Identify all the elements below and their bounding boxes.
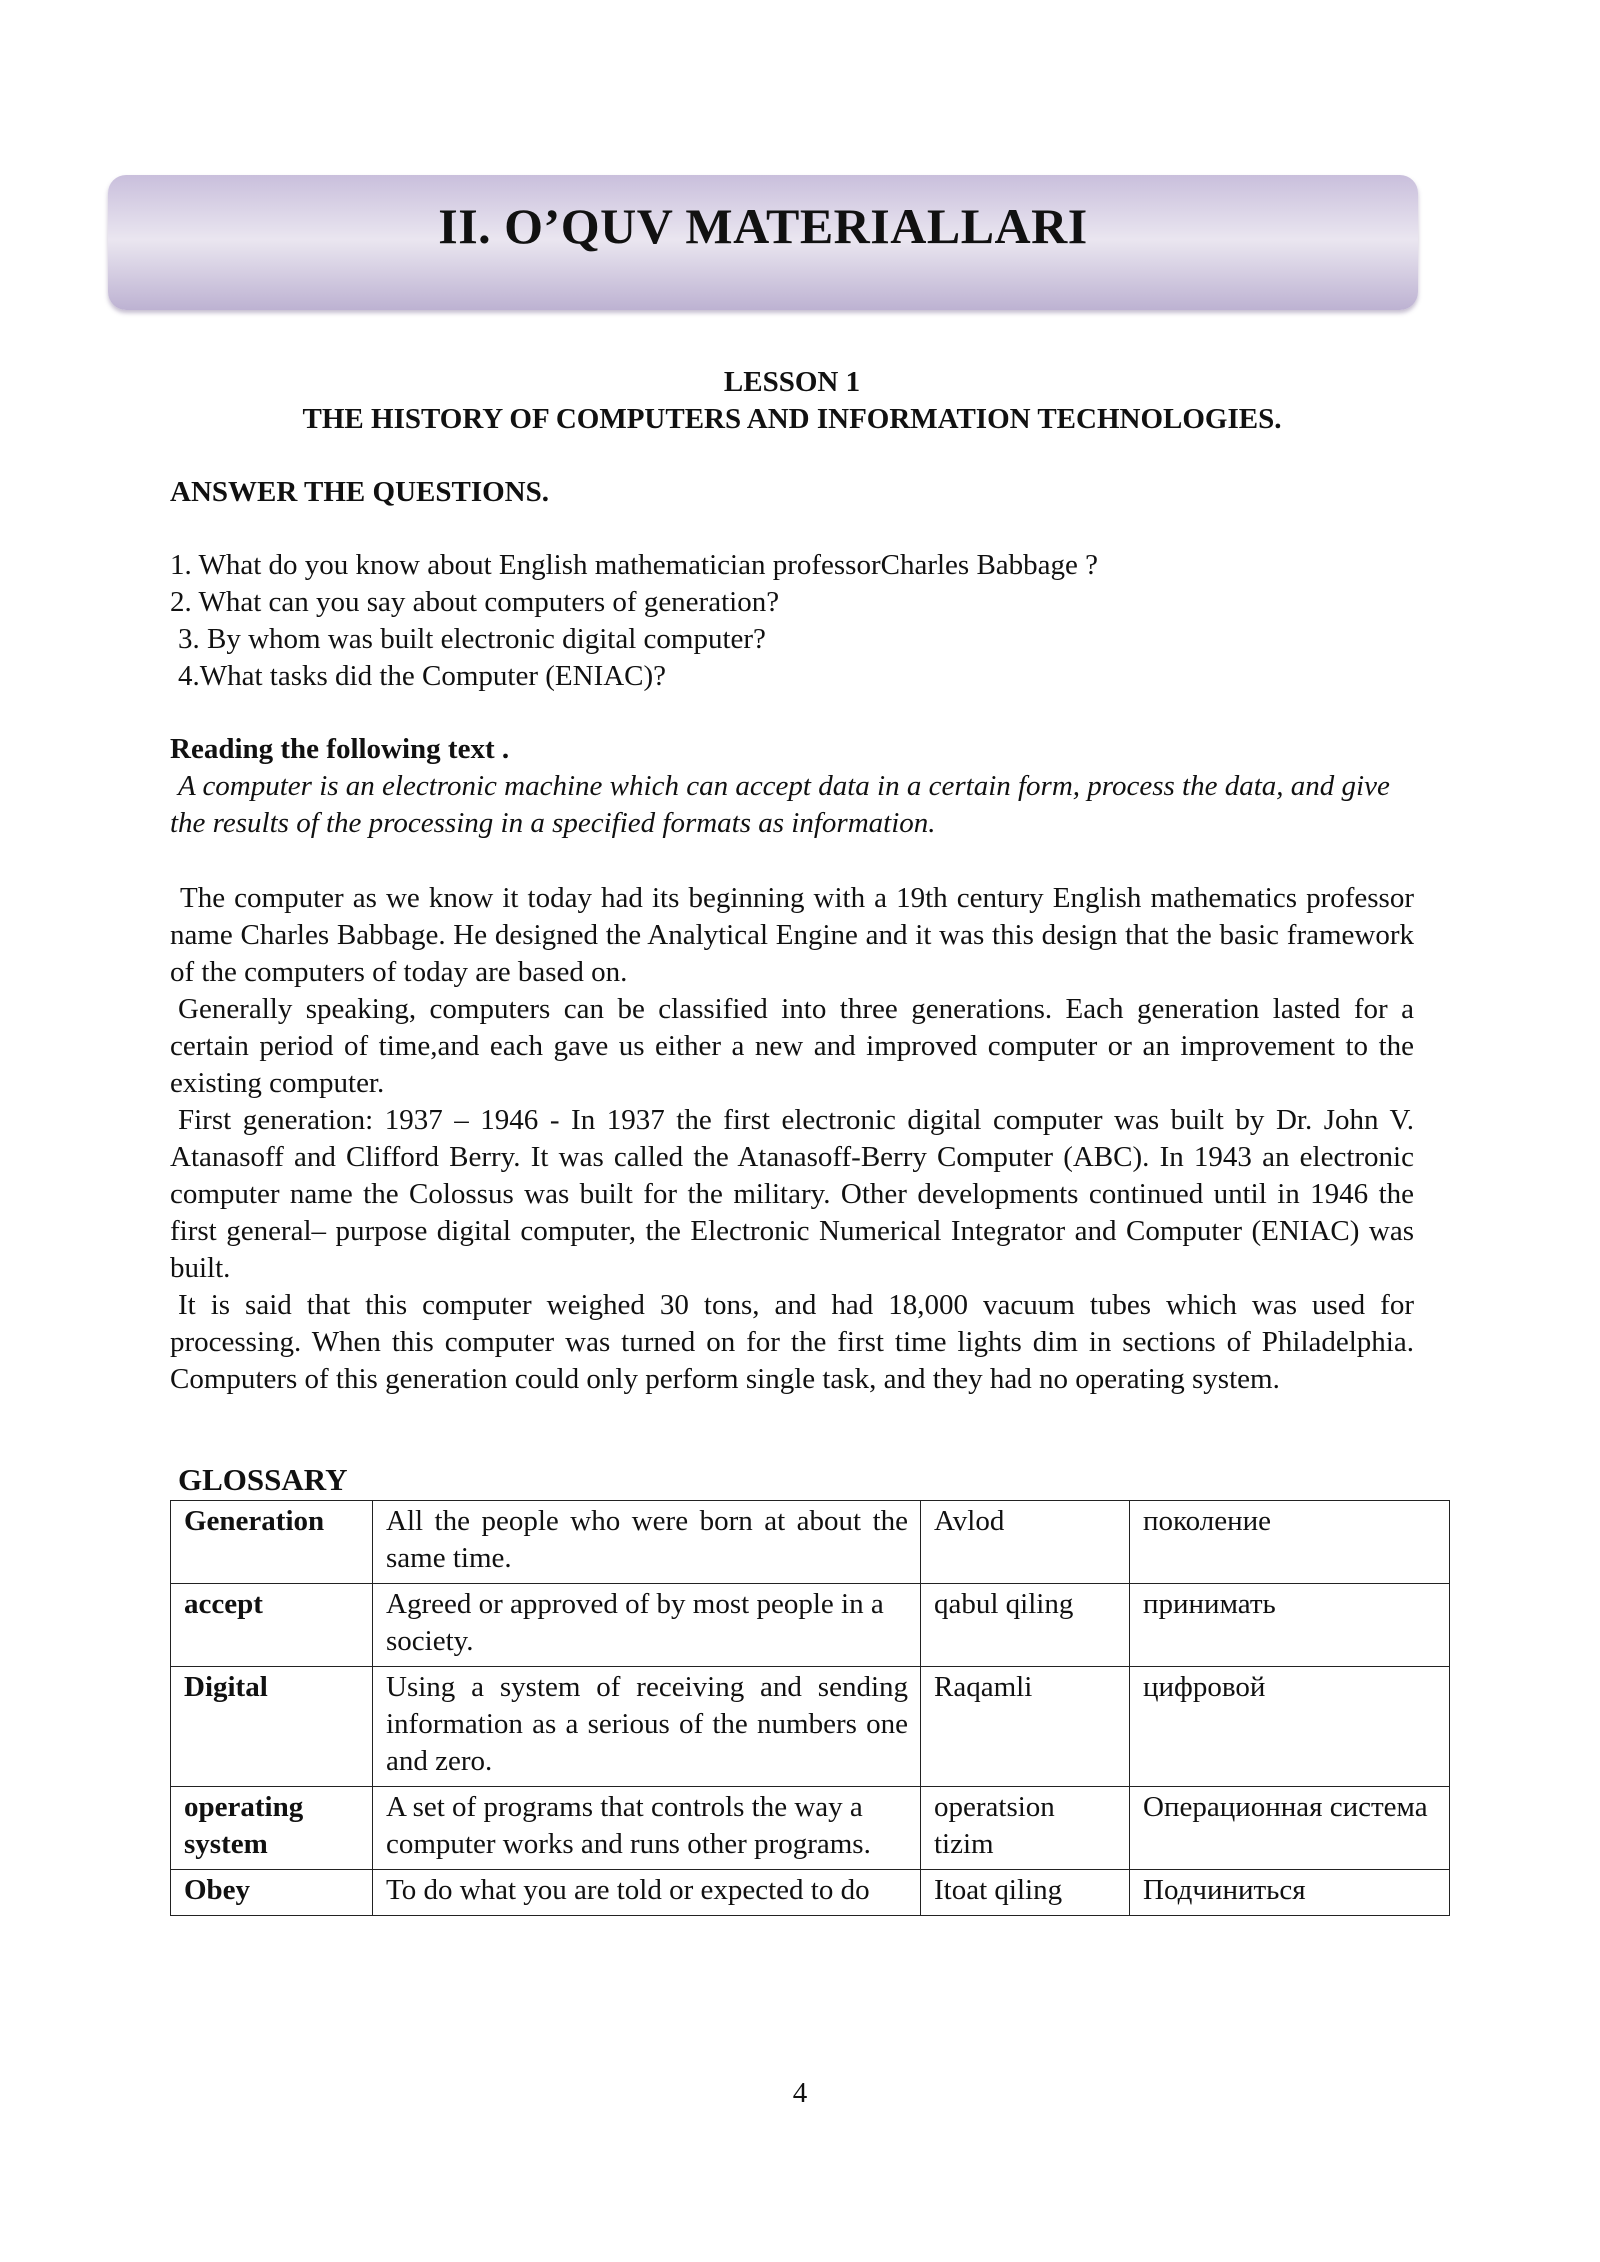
glossary-russian: Подчиниться — [1130, 1870, 1450, 1916]
questions-list — [170, 547, 1414, 695]
glossary-definition: To do what you are told or expected to do — [373, 1870, 921, 1916]
section-title: II. O’QUV MATERIALLARI — [438, 198, 1088, 254]
glossary-term: operating system — [171, 1787, 373, 1870]
lesson-heading — [170, 364, 1414, 438]
reading-body — [170, 880, 1414, 1398]
reading-definition: A computer is an electronic machine which can accept data in a certain form, process the data, and give the results of the processing in a specified formats as information. — [170, 770, 1390, 839]
lesson-number: LESSON 1 — [723, 366, 861, 398]
glossary-title: GLOSSARY — [178, 1462, 348, 1497]
question-item: 4.What tasks did the Computer (ENIAC)? — [178, 660, 667, 692]
table-row — [171, 1787, 1450, 1870]
question-item: 3. By whom was built electronic digital computer? — [178, 623, 766, 655]
question-item: 1. What do you know about English mathematician professorCharles Babbage ? — [170, 549, 1099, 581]
table-row — [171, 1501, 1450, 1584]
glossary-uzbek: Itoat qiling — [921, 1870, 1130, 1916]
glossary-definition: Agreed or approved of by most people in a society. — [373, 1584, 921, 1667]
glossary-russian: принимать — [1130, 1584, 1450, 1667]
glossary-uzbek: qabul qiling — [921, 1584, 1130, 1667]
lesson-title: THE HISTORY OF COMPUTERS AND INFORMATION TECHNOLOGIES. — [302, 403, 1282, 435]
glossary-uzbek: Avlod — [921, 1501, 1130, 1584]
glossary-uzbek: operatsion tizim — [921, 1787, 1130, 1870]
table-row — [171, 1667, 1450, 1787]
glossary-term: Digital — [171, 1667, 373, 1787]
glossary-russian: Операционная система — [1130, 1787, 1450, 1870]
reading-paragraph: Generally speaking, computers can be classified into three generations. Each generation lasted for a certain period of time,and each gave us either a new and improved computer or an improvement to the existing computer. — [170, 993, 1414, 1099]
glossary-term: Obey — [171, 1870, 373, 1916]
reading-heading: Reading the following text . — [170, 733, 510, 765]
glossary-uzbek: Raqamli — [921, 1667, 1130, 1787]
glossary-term: accept — [171, 1584, 373, 1667]
section-banner — [108, 175, 1418, 310]
glossary-definition: Using a system of receiving and sending information as a serious of the numbers one and zero. — [373, 1667, 921, 1787]
glossary-table — [170, 1500, 1450, 1916]
reading-paragraph: The computer as we know it today had its beginning with a 19th century English mathematics professor name Charles Babbage. He designed the Analytical Engine and it was this design that the basic framework of the computers of today are based on. — [170, 882, 1414, 988]
glossary-term: Generation — [171, 1501, 373, 1584]
glossary-russian: поколение — [1130, 1501, 1450, 1584]
glossary-definition: A set of programs that controls the way a computer works and runs other programs. — [373, 1787, 921, 1870]
glossary-definition: All the people who were born at about the same time. — [373, 1501, 921, 1584]
table-row — [171, 1870, 1450, 1916]
glossary-russian: цифровой — [1130, 1667, 1450, 1787]
reading-paragraph: It is said that this computer weighed 30 tons, and had 18,000 vacuum tubes which was used for processing. When this computer was turned on for the first time lights dim in sections of Philadelphia. Computers of this generation could only perform single task, and they had no operating system. — [170, 1289, 1414, 1395]
questions-heading: ANSWER THE QUESTIONS. — [170, 476, 549, 508]
reading-paragraph: First generation: 1937 – 1946 - In 1937 the first electronic digital computer was built by Dr. John V. Atanasoff and Clifford Berry. It was called the Atanasoff-Berry Computer (ABC). In 1943 an electronic computer name the Colossus was built for the military. Other developments continued until in 1946 the first general– purpose digital computer, the Electronic Numerical Integrator and Computer (ENIAC) was built. — [170, 1104, 1414, 1284]
page-number: 4 — [792, 2077, 808, 2109]
table-row — [171, 1584, 1450, 1667]
question-item: 2. What can you say about computers of generation? — [170, 586, 780, 618]
